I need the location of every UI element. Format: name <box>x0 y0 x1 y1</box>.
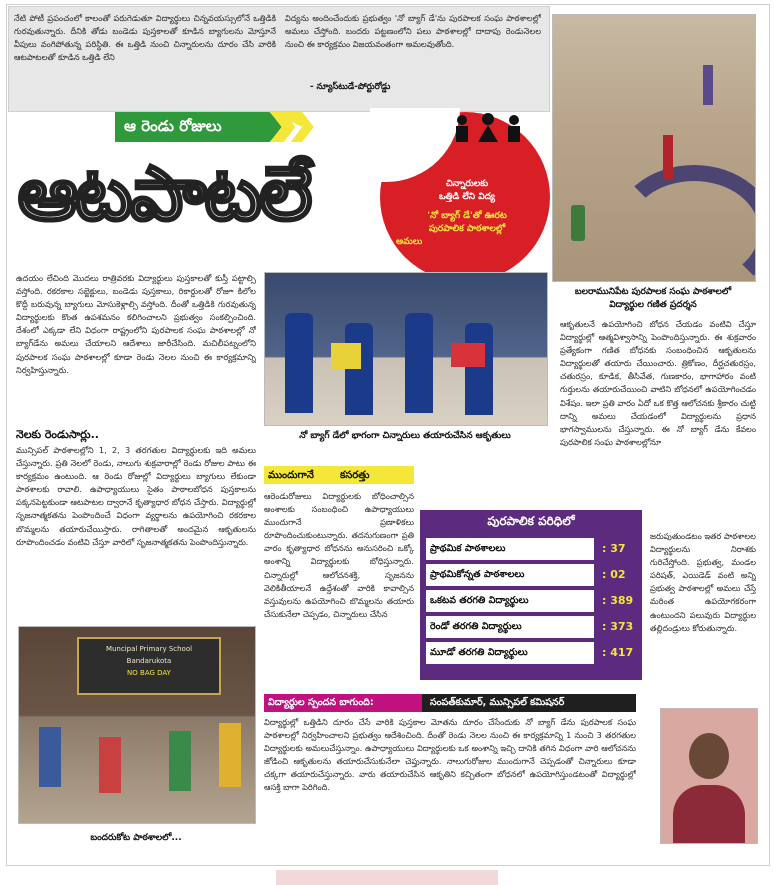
child-figure <box>405 313 433 413</box>
child-figure <box>99 737 121 793</box>
stats-value: : 37 <box>602 542 626 555</box>
child-figure <box>663 135 673 180</box>
right-col-body: ఆకృతులనే ఉపయోగించి బోధన చేయడం వంటివి చేస్తూ విద్యార్థుల్లో ఆత్మవిశ్వాసాన్ని పెంపొందిస్తున్నారు. ఈ శుక్రవారం ప్రత్యేకంగా గణిత బోధనకు సంబంధించిన ఆకృతులను విద్యార్థులతో తయారు చేయించారు. త్రికోణం, దీర్ఘచతురస్రం, చతురస్రం, కూడిక, తీసివేత, గుణకారం, భాగాహారం వంటి గుర్తులను తయారుచేయించి వాటిని బోధనలో ఉపయోగించడం విశేషం. ఇలా ప్రతి వారం ఏదో ఒక కొత్త ఆలోచనకు శ్రీకారం చుట్టి దాన్ని అమలు చేయడంలో విద్యార్థులను ప్రధాన భాగస్వాములను చేస్తున్నారు. ఈ నో బ్యాగ్ డేను కేవలం పురపాలిక సంఘ పాఠశాలల్లోనూ <box>560 319 756 447</box>
photo-math-exhibition <box>552 14 756 282</box>
commissioner-head-b: సంపత్‌కుమార్, మున్సిపల్ కమిషనర్ <box>430 697 565 708</box>
top-article-right: విద్యను అందించేందుకు ప్రభుత్వం 'నో బ్యాగ్ డే'ను పురపాలక సంఘ పాఠశాలల్లో అమలు చేస్తోంది. బందరు పట్టణంలోని పలు పాఠశాలల్లో దాదాపు రెండునెలల నుంచి ఈ కార్యక్రమం విజయవంతంగా అమలవుతోంది. <box>285 13 541 50</box>
badge-line: 'నో బ్యాగ్ డే'తో ఊరట <box>427 211 507 221</box>
child-figure <box>345 323 373 415</box>
board-line: Muncipal Primary School <box>105 645 193 653</box>
stats-value: : 389 <box>602 594 634 607</box>
stats-row <box>426 538 636 560</box>
stats-label: ప్రాథమిక పాఠశాలలు <box>426 538 594 560</box>
child-figure <box>571 205 585 241</box>
road-drawing <box>613 165 756 282</box>
left-col-body: మున్సిపల్ పాఠశాలల్లోని 1, 2, 3 తరగతుల విద్యార్థులకు ఇది అమలు చేస్తున్నారు. ప్రతి నెలలో రెండు, నాలుగు శుక్రవారాల్లో రెండు రోజుల పాటు ఈ కార్యక్రమం ఉంటుంది. ఆ రెండు రోజుల్లో విద్యార్థులు బ్యాగులు లేకుండా పాఠశాలకు రావాలి. ఉపాధ్యాయులు సైతం పాఠాలబోధన పుస్తకాలను పక్కనపెట్టకుండా ఆటపాటల ద్వారానే కృత్యాధార బోధన చేస్తారు. విద్యార్థుల్లో సృజనాత్మకతను పెంపొందించే విధంగా వ్యర్థాలను ఉపయోగించి రకరకాల బొమ్మలను తయారుచేయిస్తారు. రాగితాలతో అందమైన ఆకృతులను రూపొందించడం వంటివి చేస్తూ వారిలో సృజనాత్మకతను పెంపొందిస్తున్నారు. <box>16 445 256 547</box>
child-figure <box>465 323 493 415</box>
left-col-intro: ఉదయం లేచింది మొదలు రాత్రివరకు విద్యార్థులు పుస్తకాలతో కుస్తీ పట్టాల్సి వస్తోంది. రకరకాల సబ్జెక్టులు, బండెడు పుస్తకాలు, రికార్డులతో రోజూ కిలోల కొద్దీ బరువున్న బ్యాగులు మోసుకెళ్లాల్సి వస్తోంది. దీంతో ఒత్తిడికి గురవుతున్న విద్యార్థులకు కొంత ఉపశమనం కలిగించాలని ప్రభుత్వం సంకల్పించింది. దేశంలో ఎక్కడా లేని విధంగా రాష్ట్రంలోని పురపాలక సంఘ పాఠశాలల్లో నో బ్యాగ్‌డేను అమలు చేయాలని ఆదేశాలు జారీచేసింది. మచిలీపట్నంలోని పురపాలక సంఘ పాఠశాలల్లో కూడా రెండు నెలల నుంచి ఈ కార్యక్రమాన్ని నిర్వహిస్తున్నారు. <box>16 273 256 375</box>
stats-value: : 373 <box>602 620 634 633</box>
mid-heading-b: కసరత్తు <box>340 470 370 481</box>
stats-rows <box>426 538 636 668</box>
photo-classroom <box>18 626 256 824</box>
stats-label: రెండో తరగతి విద్యార్థులు <box>426 616 594 638</box>
stats-value: : 417 <box>602 646 634 659</box>
right-col-narrow: జరుపుతుండటం ఇతర పాఠశాలల విద్యార్థులను నిరాశకు గురిచేస్తోంది. ప్రభుత్వ, మండల పరిషత్, ఎయిడెడ్ వంటి అన్ని ప్రభుత్వ పాఠశాలల్లో అమలు చేస్తే మరింత ఉపయోగకరంగా ఉంటుందని పలువురు విద్యార్థుల తల్లిదండ్రులు కోరుతున్నారు. <box>650 531 756 633</box>
mid-col-body: ఆరెండురోజులు విద్యార్థులకు బోధించాల్సిన అంశాలకు సంబంధించి ఉపాధ్యాయులు ముందుగానే ప్రణాళికలు రూపొందించుకుంటున్నారు. తదనుగుణంగా ప్రతి వారం కృత్యాధార బోధనను అనుసరించి ఒక్కో అంశాన్ని విద్యార్థులకు బోధిస్తున్నారు. చిన్నారుల్లో ఆలోచనశక్తి, సృజనను వెలికితీయాలనే ఉద్దేశంతో వారికి కావాల్సిన వస్తువులను ఉపయోగించి బొమ్మలను తయారు చేసుకునేలా చెప్పడం, చిన్నారులు చేసిన <box>264 491 414 619</box>
child-figure <box>39 727 61 787</box>
stats-row <box>426 590 636 612</box>
stats-title: పురపాలిక పరిధిలో <box>487 514 575 528</box>
child-figure <box>219 723 241 787</box>
board-line: NO BAG DAY <box>127 669 171 677</box>
child-figure <box>285 313 313 413</box>
child-figure <box>703 65 713 105</box>
mid-heading-a: ముందుగానే <box>268 470 314 481</box>
children-icon <box>448 112 528 152</box>
stats-row <box>426 564 636 586</box>
badge-line: పురపాలిక పాఠశాలల్లో <box>428 224 506 234</box>
subhead-twice-a-month: నెలకు రెండుసార్లు.. <box>16 428 99 441</box>
top-article-left: నేటి పోటీ ప్రపంచంలో కాలంతో పరుగెడుతూ విద్యార్థులు చిన్నవయస్సులోనే ఒత్తిడికి గురవుతున్నారు. దీనికి తోడు బండెడు పుస్తకాలతో కూడిన బ్యాగులను మోస్తూనే వీపులు వంగిపోతున్న పరిస్థితి. ఈ ఒత్తిడి నుంచి చిన్నారులను దూరం చేసి వారికి ఆటపాటలతో కూడిన ఒత్తిడి లేని <box>14 13 276 63</box>
head-figure <box>689 733 729 779</box>
caption-top-right: బలరామునిపేట పురపాలక సంఘ పాఠశాలలో విద్యార్థుల గణిత ప్రదర్శన <box>574 287 732 310</box>
stats-label: ఒకటవ తరగతి విద్యార్థులు <box>426 590 594 612</box>
stats-label: మూడో తరగతి విద్యార్థులు <box>426 642 594 664</box>
headline: ఆటపాటలే <box>18 151 311 237</box>
paper-shape <box>331 343 361 369</box>
commissioner-body: విద్యార్థుల్లో ఒత్తిడిని దూరం చేసే వారికి పుస్తకాల మోతను దూరం చేసేందుకు నో బ్యాగ్ డేను పురపాలక సంఘ పాఠశాలల్లో నిర్వహించాలని ప్రభుత్వం ఆదేశించింది. దీంతో రెండు నెలల నుంచి ఈ కార్యక్రమాన్ని 1 నుంచి 3 తరగతుల విద్యార్థులకు అమలుచేస్తున్నాం. ఉపాధ్యాయులు విద్యార్థులకు ఒక అంశాన్ని ఇచ్చి దానికి తగిన విధంగా వారి ఆలోచనను జోడించి ఆకృతులను తయారుచేసుకునేలా చెప్తున్నారు. నాలుగురోజుల ముందుగానే చెప్పడంతో చిన్నారులు కూడా చక్కగా తయారుచేస్తున్నారు. వారు తయారుచేసిన ఆకృతిని కచ్చితంగా బోధనలో ఉపయోగిస్తుండటంతో విద్యార్థుల్లో ఆసక్తి బాగా పెరిగింది. <box>264 717 636 793</box>
badge-line: ఒత్తిడి లేని విద్య <box>438 192 496 202</box>
school-board <box>77 637 221 695</box>
footer-strip <box>276 870 498 885</box>
shirt-figure <box>673 785 745 843</box>
stats-value: : 02 <box>602 568 626 581</box>
stats-label: ప్రాథమికోన్నత పాఠశాలలు <box>426 564 594 586</box>
photo-children-shapes <box>264 272 548 426</box>
badge-text <box>392 178 542 249</box>
photo-commissioner <box>660 708 758 844</box>
commissioner-head-a: విద్యార్థుల స్పందన బాగుంది: <box>268 697 374 708</box>
byline: - న్యూస్‌టుడే-పోర్టురోడ్డు <box>310 82 391 92</box>
child-figure <box>169 731 191 791</box>
stats-row <box>426 616 636 638</box>
stats-row <box>426 642 636 664</box>
badge-line: చిన్నారులకు <box>445 179 489 189</box>
board-line: Bandarukota <box>126 657 172 665</box>
paper-shape <box>451 343 485 367</box>
badge-line: అమలు <box>396 237 423 247</box>
caption-bottom-left: బందరుకోట పాఠశాలలో... <box>90 833 182 843</box>
banner-label: ఆ రెండు రోజులు <box>124 117 222 135</box>
caption-center: నో బ్యాగ్ డేలో భాగంగా చిన్నారులు తయారుచేసిన ఆకృతులు <box>299 431 511 441</box>
